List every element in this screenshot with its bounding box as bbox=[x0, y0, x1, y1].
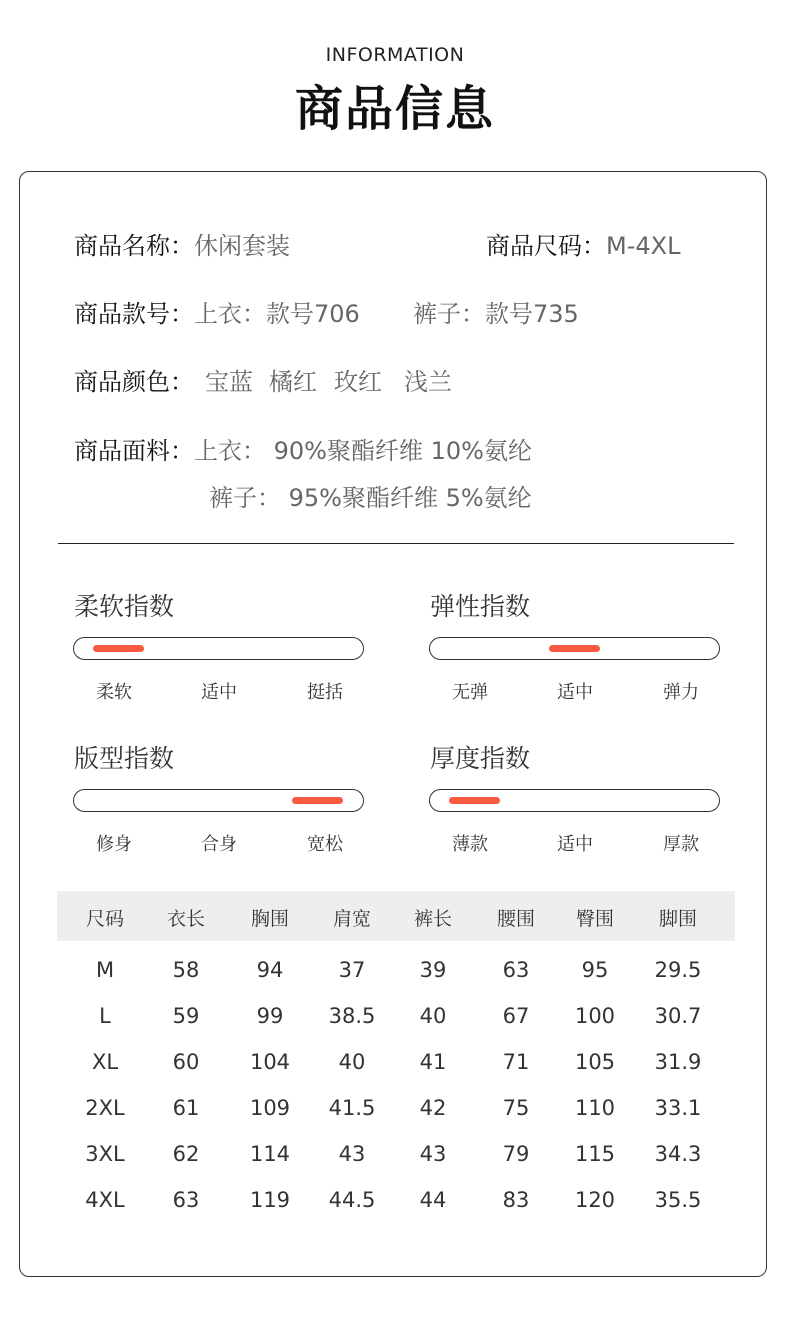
index-bar-softness bbox=[73, 637, 364, 660]
table-cell: 58 bbox=[172, 958, 200, 982]
index-tick: 合身 bbox=[201, 834, 237, 855]
table-cell: 37 bbox=[338, 958, 366, 982]
table-cell: 109 bbox=[249, 1096, 291, 1120]
table-cell: 61 bbox=[172, 1096, 200, 1120]
table-cell: 41.5 bbox=[328, 1096, 376, 1120]
table-cell: 62 bbox=[172, 1142, 200, 1166]
table-cell: 44 bbox=[419, 1188, 447, 1212]
product-color-row bbox=[74, 362, 194, 397]
table-cell: 115 bbox=[574, 1142, 616, 1166]
table-cell: 43 bbox=[419, 1142, 447, 1166]
index-title-elasticity: 弹性指数 bbox=[430, 592, 531, 621]
index-tick: 适中 bbox=[201, 682, 237, 703]
table-cell: 35.5 bbox=[654, 1188, 702, 1212]
index-bar-elasticity bbox=[429, 637, 720, 660]
product-fabric-row bbox=[74, 431, 532, 466]
divider bbox=[58, 543, 734, 544]
table-cell: 44.5 bbox=[328, 1188, 376, 1212]
table-cell: 63 bbox=[502, 958, 530, 982]
index-tick: 厚款 bbox=[663, 834, 699, 855]
table-cell: 67 bbox=[502, 1004, 530, 1028]
table-cell: 114 bbox=[249, 1142, 291, 1166]
table-cell: 75 bbox=[502, 1096, 530, 1120]
table-cell: 38.5 bbox=[328, 1004, 376, 1028]
index-title-softness: 柔软指数 bbox=[74, 592, 175, 621]
index-tick: 无弹 bbox=[452, 682, 488, 703]
color-value-4: 浅兰 bbox=[404, 368, 452, 396]
table-cell: 4XL bbox=[85, 1188, 125, 1212]
product-name-value: 休闲套装 bbox=[194, 232, 290, 260]
product-fabric-pants: 裤子： 95%聚酯纤维 5%氨纶 bbox=[209, 484, 532, 512]
color-value-3: 玫红 bbox=[334, 368, 382, 396]
table-cell: 2XL bbox=[85, 1096, 125, 1120]
index-tick: 修身 bbox=[96, 834, 132, 855]
index-title-fit: 版型指数 bbox=[74, 744, 175, 773]
table-cell: 31.9 bbox=[654, 1050, 702, 1074]
index-tick: 挺括 bbox=[307, 682, 343, 703]
table-cell: M bbox=[95, 958, 115, 982]
table-header-cell: 肩宽 bbox=[332, 908, 371, 930]
index-marker-softness bbox=[93, 645, 144, 652]
table-header-cell: 脚围 bbox=[658, 908, 697, 930]
table-cell: XL bbox=[91, 1050, 119, 1074]
index-marker-fit bbox=[292, 797, 343, 804]
table-cell: 29.5 bbox=[654, 958, 702, 982]
index-tick: 弹力 bbox=[663, 682, 699, 703]
table-cell: 41 bbox=[419, 1050, 447, 1074]
color-value-1: 宝蓝 bbox=[205, 368, 253, 396]
table-cell: 30.7 bbox=[654, 1004, 702, 1028]
table-header-cell: 腰围 bbox=[496, 908, 535, 930]
table-header-cell: 胸围 bbox=[250, 908, 289, 930]
table-cell: 99 bbox=[256, 1004, 284, 1028]
table-cell: 33.1 bbox=[654, 1096, 702, 1120]
index-tick: 柔软 bbox=[96, 682, 132, 703]
table-cell: 39 bbox=[419, 958, 447, 982]
product-name-row bbox=[74, 226, 290, 261]
product-size-value: M-4XL bbox=[606, 232, 681, 260]
index-marker-thickness bbox=[449, 797, 500, 804]
page-title: 商品信息 bbox=[294, 81, 495, 137]
table-cell: L bbox=[99, 1004, 111, 1028]
table-cell: 40 bbox=[338, 1050, 366, 1074]
product-style-top: 上衣：款号706 bbox=[194, 300, 360, 328]
table-cell: 105 bbox=[574, 1050, 616, 1074]
table-cell: 79 bbox=[502, 1142, 530, 1166]
table-cell: 120 bbox=[574, 1188, 616, 1212]
product-style-label: 商品款号： bbox=[74, 300, 194, 328]
table-header-cell: 臀围 bbox=[575, 908, 614, 930]
index-bar-thickness bbox=[429, 789, 720, 812]
table-cell: 100 bbox=[574, 1004, 616, 1028]
index-tick: 适中 bbox=[557, 834, 593, 855]
header-english-title: INFORMATION bbox=[325, 44, 465, 66]
table-cell: 43 bbox=[338, 1142, 366, 1166]
index-bar-fit bbox=[73, 789, 364, 812]
table-cell: 60 bbox=[172, 1050, 200, 1074]
table-cell: 3XL bbox=[85, 1142, 125, 1166]
index-tick: 宽松 bbox=[307, 834, 343, 855]
product-fabric-label: 商品面料： bbox=[74, 437, 194, 465]
product-style-pants: 裤子：款号735 bbox=[413, 300, 579, 328]
table-header-cell: 衣长 bbox=[166, 908, 205, 930]
product-fabric-top: 上衣： 90%聚酯纤维 10%氨纶 bbox=[194, 437, 532, 465]
index-marker-elasticity bbox=[549, 645, 600, 652]
product-size-row bbox=[486, 226, 680, 261]
table-cell: 83 bbox=[502, 1188, 530, 1212]
table-cell: 71 bbox=[502, 1050, 530, 1074]
table-cell: 104 bbox=[249, 1050, 291, 1074]
index-title-thickness: 厚度指数 bbox=[430, 744, 531, 773]
table-cell: 119 bbox=[249, 1188, 291, 1212]
product-name-label: 商品名称： bbox=[74, 232, 194, 260]
index-tick: 薄款 bbox=[452, 834, 488, 855]
table-header-cell: 裤长 bbox=[413, 908, 452, 930]
product-size-label: 商品尺码： bbox=[486, 232, 606, 260]
table-cell: 34.3 bbox=[654, 1142, 702, 1166]
table-cell: 40 bbox=[419, 1004, 447, 1028]
table-cell: 94 bbox=[256, 958, 284, 982]
table-cell: 95 bbox=[581, 958, 609, 982]
color-value-2: 橘红 bbox=[269, 368, 317, 396]
table-cell: 110 bbox=[574, 1096, 616, 1120]
table-cell: 63 bbox=[172, 1188, 200, 1212]
index-tick: 适中 bbox=[557, 682, 593, 703]
product-style-row bbox=[74, 294, 360, 329]
table-cell: 59 bbox=[172, 1004, 200, 1028]
product-color-label: 商品颜色： bbox=[74, 368, 194, 396]
table-header-cell: 尺码 bbox=[85, 908, 124, 930]
table-cell: 42 bbox=[419, 1096, 447, 1120]
